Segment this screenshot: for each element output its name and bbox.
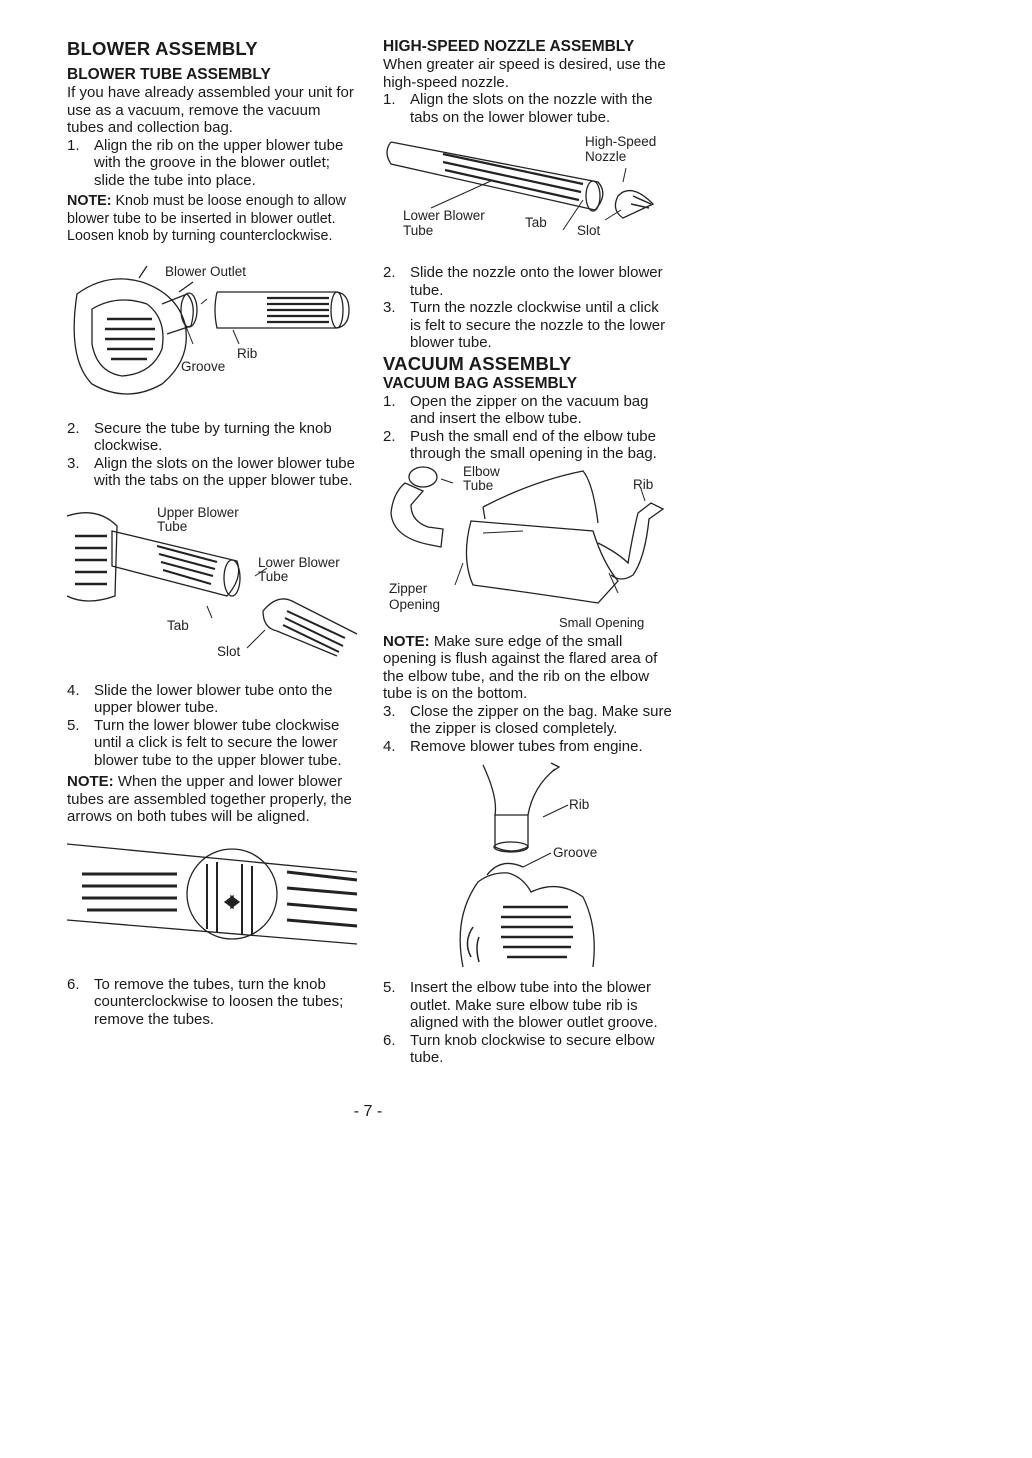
step-4: 4. Slide the lower blower tube onto the upper blower tube. <box>67 681 333 716</box>
label-groove-2: Groove <box>553 845 598 860</box>
label-blower-outlet: Blower Outlet <box>165 263 247 279</box>
vacuum-steps-1 <box>383 393 673 463</box>
subsection-title-blower-tube: BLOWER TUBE ASSEMBLY <box>67 66 271 83</box>
step-2: 2. Secure the tube by turning the knob clockwise. <box>67 419 332 454</box>
steps-list-3 <box>67 682 357 770</box>
nozzle-steps-1 <box>383 91 673 126</box>
vacuum-step-5: 5. Insert the elbow tube into the blower outlet. Make sure elbow tube rib is aligned with the blower outlet groove. <box>383 979 658 1031</box>
figure-blower-outlet <box>67 264 357 414</box>
steps-list-1 <box>67 137 357 190</box>
vacuum-step-3: 3. Close the zipper on the bag. Make sure the zipper is closed completely. <box>383 702 672 737</box>
note-arrows-aligned: NOTE: When the upper and lower blower tubes are assembled together properly, the arrows on both tubes will be aligned. <box>67 773 352 825</box>
label-slot-2: Slot <box>577 223 601 238</box>
intro-paragraph: If you have already assembled your unit for use as a vacuum, remove the vacuum tubes and collection bag. <box>67 84 354 136</box>
vacuum-step-2: 2. Push the small end of the elbow tube through the small opening in the bag. <box>383 427 657 462</box>
right-column <box>383 38 673 1067</box>
page-number: - 7 - <box>353 1103 383 1120</box>
label-high-speed-nozzle: High-Speed Nozzle <box>585 134 657 164</box>
vacuum-step-4: 4. Remove blower tubes from engine. <box>383 737 643 755</box>
nozzle-step-1: 1. Align the slots on the nozzle with the tabs on the lower blower tube. <box>383 91 653 126</box>
nozzle-step-2: 2. Slide the nozzle onto the lower blower tube. <box>383 264 663 299</box>
aligned-arrows-illustration <box>67 844 357 964</box>
label-small-opening: Small Opening <box>559 614 645 630</box>
figure-upper-lower-tubes <box>67 506 357 676</box>
label-zipper-opening: Zipper Opening <box>389 580 441 612</box>
note-small-opening: NOTE: Make sure edge of the small opening is flush against the flared area of the elbow tube, and the rib on the elbow tube is on the bottom. <box>383 632 658 702</box>
steps-list-4 <box>67 976 357 1029</box>
step-3: 3. Align the slots on the lower blower tube with the tabs on the upper blower tube. <box>67 454 355 489</box>
figure-aligned-arrows <box>67 844 357 964</box>
label-rib: Rib <box>237 345 258 361</box>
elbow-outlet-illustration <box>383 757 673 971</box>
note-knob-loose: NOTE: Knob must be loose enough to allow blower tube to be inserted in blower outlet. Loosen knob by turning counterclockwise. <box>67 193 346 244</box>
figure-elbow-into-outlet <box>383 757 673 971</box>
steps-list-2 <box>67 420 357 490</box>
figure-high-speed-nozzle <box>383 134 673 252</box>
label-lower-blower-tube-2: Lower Blower Tube <box>403 208 485 238</box>
label-rib-2: Rib <box>633 476 654 492</box>
section-title-blower-assembly: BLOWER ASSEMBLY <box>67 38 258 59</box>
nozzle-step-3: 3. Turn the nozzle clockwise until a click is felt to secure the nozzle to the lower blower tube. <box>383 299 666 351</box>
vacuum-step-1: 1. Open the zipper on the vacuum bag and insert the elbow tube. <box>383 392 649 427</box>
blower-outlet-illustration <box>67 264 357 414</box>
label-groove: Groove <box>181 358 226 374</box>
label-slot: Slot <box>217 643 241 659</box>
nozzle-intro: When greater air speed is desired, use the high-speed nozzle. <box>383 56 666 91</box>
vacuum-step-6: 6. Turn knob clockwise to secure elbow tube. <box>383 1031 655 1066</box>
subsection-title-vacuum-bag: VACUUM BAG ASSEMBLY <box>383 374 578 392</box>
label-elbow-tube: Elbow Tube <box>463 463 500 493</box>
label-rib-3: Rib <box>569 797 590 812</box>
step-5: 5. Turn the lower blower tube clockwise until a click is felt to secure the lower blower tube to the upper blower tube. <box>67 716 342 769</box>
figure-vacuum-bag <box>383 463 673 631</box>
nozzle-steps-2 <box>383 264 673 352</box>
label-upper-blower-tube: Upper Blower Tube <box>157 504 239 534</box>
section-title-vacuum-assembly: VACUUM ASSEMBLY <box>383 352 572 374</box>
vacuum-steps-2 <box>383 703 673 756</box>
left-column <box>67 38 357 1028</box>
vacuum-steps-3 <box>383 979 673 1067</box>
step-1: 1. Align the rib on the upper blower tube with the groove in the blower outlet; slide the tube into place. <box>67 136 344 189</box>
label-lower-blower-tube: Lower Blower Tube <box>258 554 340 584</box>
section-title-high-speed-nozzle: HIGH-SPEED NOZZLE ASSEMBLY <box>383 38 635 55</box>
label-tab: Tab <box>167 617 189 633</box>
label-tab-2: Tab <box>525 215 547 230</box>
step-6: 6. To remove the tubes, turn the knob counterclockwise to loosen the tubes; remove the tubes. <box>67 975 344 1028</box>
